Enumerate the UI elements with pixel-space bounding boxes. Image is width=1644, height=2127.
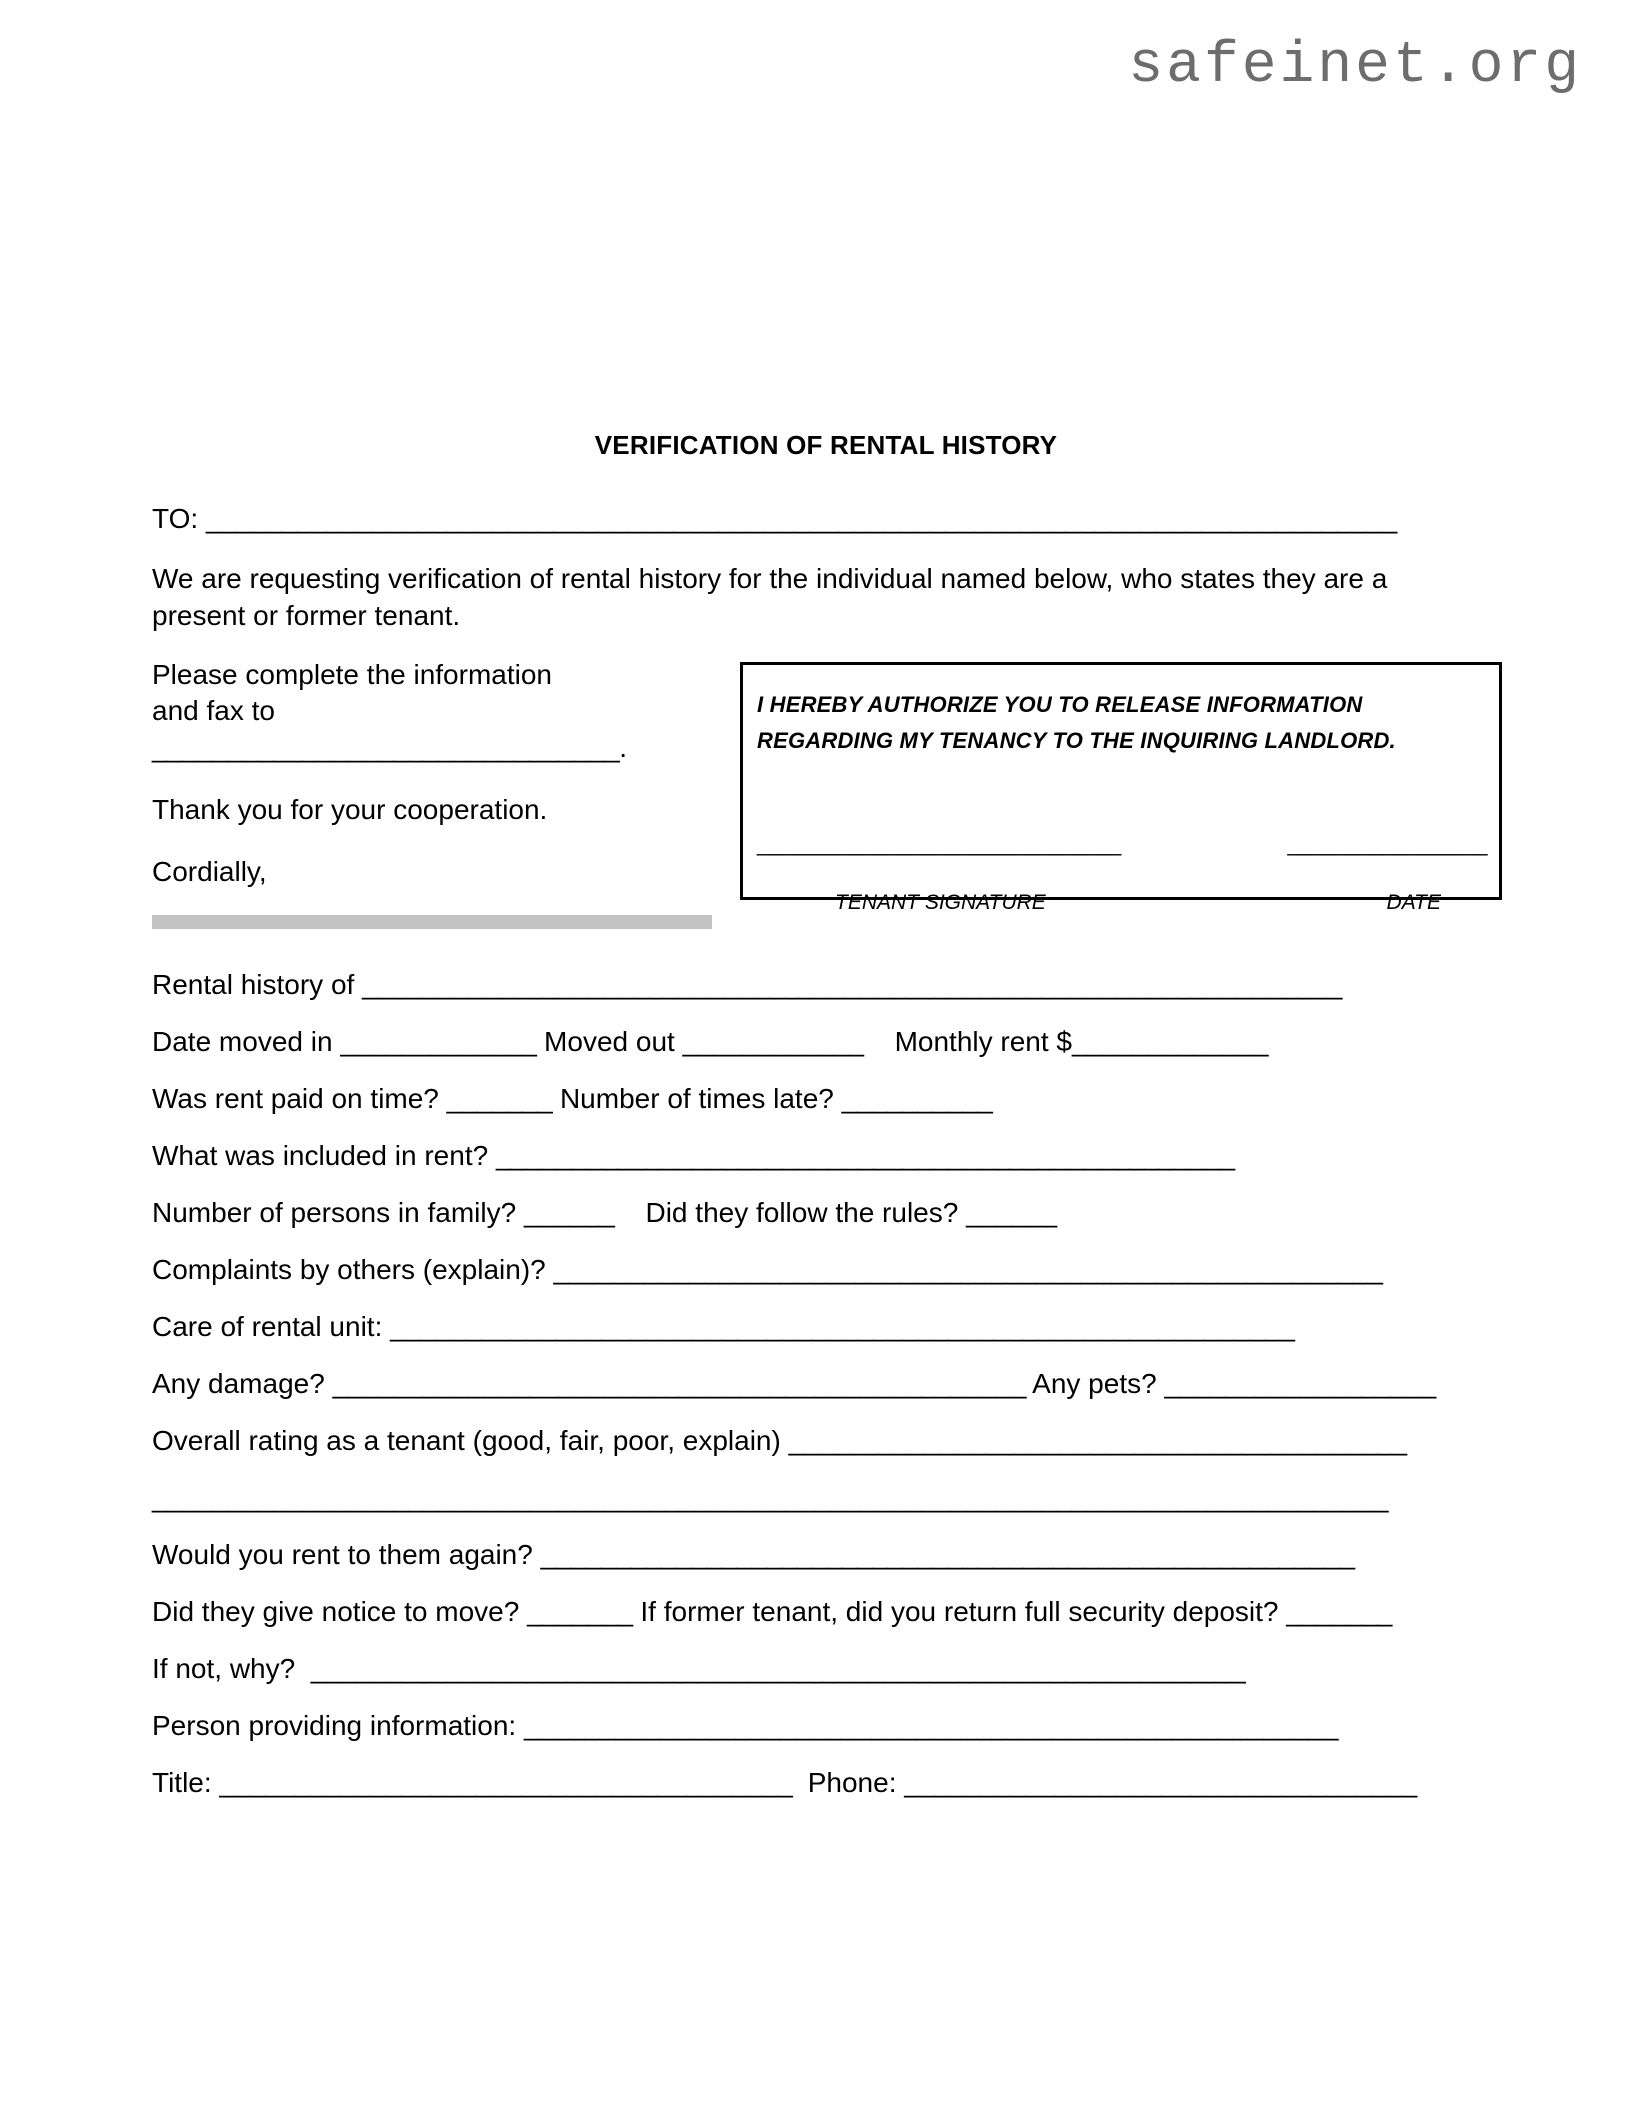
form-fields-list bbox=[152, 959, 1500, 1800]
authorization-line-1: I HEREBY AUTHORIZE YOU TO RELEASE INFORMATION bbox=[757, 691, 1363, 717]
rent-paid-on-time-label-0: Was rent paid on time? bbox=[152, 1082, 447, 1114]
title-and-phone-label-2: Phone: bbox=[792, 1766, 905, 1798]
included-in-rent-rule-1[interactable]: _________________________________________________ bbox=[495, 1139, 1235, 1171]
form-field-rental-history-of bbox=[152, 959, 1500, 1002]
rent-paid-on-time-rule-1[interactable]: _______ bbox=[446, 1082, 553, 1114]
form-field-complaints-by-others bbox=[152, 1230, 1500, 1287]
overall-rating-rule-1[interactable]: _________________________________________ bbox=[788, 1424, 1407, 1456]
to-label: TO: bbox=[152, 503, 206, 534]
date-moved-in-label-2: Moved out bbox=[536, 1025, 683, 1057]
form-field-any-damage bbox=[152, 1344, 1500, 1401]
title-and-phone-rule-3[interactable]: __________________________________ bbox=[904, 1766, 1417, 1798]
form-field-persons-in-family bbox=[152, 1173, 1500, 1230]
fax-instruction-line1: Please complete the information bbox=[152, 658, 552, 690]
signature-rules-row bbox=[757, 831, 1487, 857]
any-damage-label-2: Any pets? bbox=[1025, 1367, 1165, 1399]
persons-in-family-rule-1[interactable]: ______ bbox=[523, 1196, 615, 1228]
form-field-overall-rating-continuation bbox=[152, 1458, 1500, 1515]
care-of-rental-unit-rule-1[interactable]: ____________________________________________________________ bbox=[390, 1310, 1295, 1342]
page-title: VERIFICATION OF RENTAL HISTORY bbox=[594, 430, 1058, 460]
form-field-overall-rating bbox=[152, 1401, 1500, 1458]
overall-rating-continuation-rule-0[interactable]: __________________________________________________________________________________ bbox=[152, 1481, 1388, 1513]
date-moved-in-label-4: Monthly rent $ bbox=[863, 1025, 1073, 1057]
person-providing-information-label-0: Person providing information: bbox=[152, 1709, 524, 1741]
fax-instruction-line2-suffix: . bbox=[619, 731, 628, 763]
section-divider-bar bbox=[152, 915, 712, 929]
signature-date-rule[interactable]: _________________ bbox=[1287, 830, 1487, 856]
rent-paid-on-time-label-2: Number of times late? bbox=[552, 1082, 842, 1114]
form-field-person-providing-information bbox=[152, 1686, 1500, 1743]
rental-history-of-rule-1[interactable]: _________________________________________________________________ bbox=[362, 968, 1342, 1000]
included-in-rent-label-0: What was included in rent? bbox=[152, 1139, 496, 1171]
closing-line: Cordially, bbox=[152, 856, 267, 888]
person-providing-information-rule-1[interactable]: ______________________________________________________ bbox=[523, 1709, 1338, 1741]
date-moved-in-label-0: Date moved in bbox=[152, 1025, 341, 1057]
date-moved-in-rule-5[interactable]: _____________ bbox=[1072, 1025, 1268, 1057]
rent-to-them-again-rule-1[interactable]: ______________________________________________________ bbox=[540, 1538, 1355, 1570]
form-field-date-moved-in bbox=[152, 1002, 1500, 1059]
notice-to-move-label-0: Did they give notice to move? bbox=[152, 1595, 528, 1627]
intro-paragraph: We are requesting verification of rental history for the individual named below, who states they are a present or former tenant. bbox=[152, 563, 1388, 631]
signature-date-label: DATE bbox=[1386, 890, 1441, 914]
persons-in-family-label-0: Number of persons in family? bbox=[152, 1196, 524, 1228]
authorization-text bbox=[743, 665, 1499, 758]
if-not-why-label-0: If not, why? bbox=[152, 1652, 311, 1684]
form-field-rent-to-them-again bbox=[152, 1515, 1500, 1572]
thank-you-line: Thank you for your cooperation. bbox=[152, 794, 548, 826]
care-of-rental-unit-label-0: Care of rental unit: bbox=[152, 1310, 391, 1342]
middle-block bbox=[152, 657, 1500, 914]
letter-left-column bbox=[152, 657, 712, 917]
form-field-care-of-rental-unit bbox=[152, 1287, 1500, 1344]
if-not-why-rule-1[interactable]: ______________________________________________________________ bbox=[310, 1652, 1246, 1684]
authorization-line-2: REGARDING MY TENANCY TO THE INQUIRING LANDLORD. bbox=[757, 727, 1396, 753]
persons-in-family-label-2: Did they follow the rules? bbox=[614, 1196, 967, 1228]
form-field-notice-to-move bbox=[152, 1572, 1500, 1629]
overall-rating-label-0: Overall rating as a tenant (good, fair, poor, explain) bbox=[152, 1424, 789, 1456]
rent-to-them-again-label-0: Would you rent to them again? bbox=[152, 1538, 541, 1570]
to-blank-rule[interactable]: _______________________________________________________________________________ bbox=[205, 503, 1397, 534]
document-page bbox=[152, 0, 1500, 1800]
form-field-included-in-rent bbox=[152, 1116, 1500, 1173]
date-moved-in-rule-3[interactable]: ____________ bbox=[682, 1025, 864, 1057]
title-and-phone-label-0: Title: bbox=[152, 1766, 220, 1798]
title-and-phone-rule-1[interactable]: ______________________________________ bbox=[219, 1766, 793, 1798]
authorization-box bbox=[740, 662, 1502, 914]
notice-to-move-label-2: If former tenant, did you return full security deposit? bbox=[632, 1595, 1287, 1627]
any-damage-rule-3[interactable]: __________________ bbox=[1164, 1367, 1436, 1399]
notice-to-move-rule-1[interactable]: _______ bbox=[527, 1595, 633, 1627]
fax-number-rule[interactable]: _______________________________ bbox=[152, 731, 620, 763]
fax-instruction bbox=[152, 657, 712, 766]
persons-in-family-rule-3[interactable]: ______ bbox=[966, 1196, 1057, 1228]
fax-instruction-line2-prefix: and fax to bbox=[152, 695, 275, 727]
to-field bbox=[152, 503, 1500, 535]
form-field-if-not-why bbox=[152, 1629, 1500, 1686]
tenant-signature-label: TENANT SIGNATURE bbox=[835, 890, 1046, 914]
form-field-title-and-phone bbox=[152, 1743, 1500, 1800]
complaints-by-others-rule-1[interactable]: _______________________________________________________ bbox=[553, 1253, 1383, 1285]
site-watermark: safeinet.org bbox=[1128, 34, 1582, 99]
any-damage-rule-1[interactable]: ______________________________________________ bbox=[332, 1367, 1026, 1399]
date-moved-in-rule-1[interactable]: _____________ bbox=[340, 1025, 537, 1057]
form-field-rent-paid-on-time bbox=[152, 1059, 1500, 1116]
any-damage-label-0: Any damage? bbox=[152, 1367, 333, 1399]
notice-to-move-rule-3[interactable]: _______ bbox=[1286, 1595, 1392, 1627]
tenant-signature-rule[interactable]: _______________________________ bbox=[757, 830, 1121, 856]
rental-history-of-label-0: Rental history of bbox=[152, 968, 363, 1000]
complaints-by-others-label-0: Complaints by others (explain)? bbox=[152, 1253, 554, 1285]
rent-paid-on-time-rule-3[interactable]: __________ bbox=[841, 1082, 993, 1114]
